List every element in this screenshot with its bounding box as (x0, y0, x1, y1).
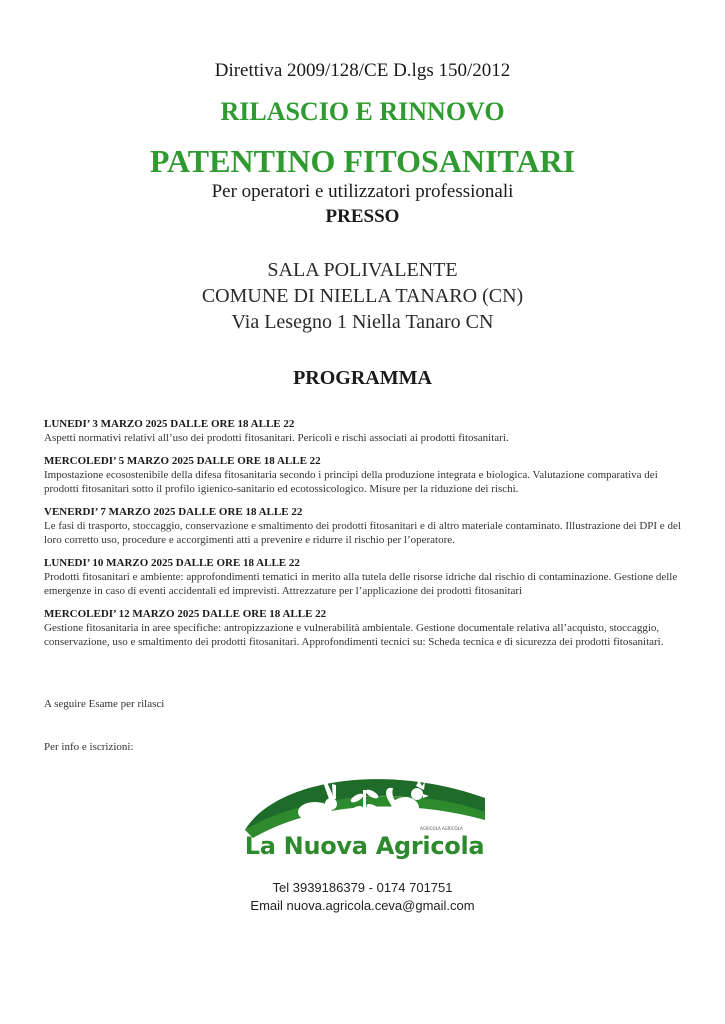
venue-line-3: Via Lesegno 1 Niella Tanaro CN (231, 311, 494, 333)
contact-phone: Tel 3939186379 - 0174 701751 (272, 880, 453, 895)
session-item (44, 455, 684, 496)
directive-reference: Direttiva 2009/128/CE D.lgs 150/2012 (214, 60, 511, 81)
logo-wordmark: La Nuova Agricola (244, 832, 485, 860)
session-title: MERCOLEDI’ 5 MARZO 2025 DALLE ORE 18 ALLE 22 (44, 455, 321, 467)
session-description: Gestione fitosanitaria in aree specifiche: antropizzazione e vulnerabilità ambientale. Gestione documentale relativa all’acquisto, stoccaggio, conservazione, uso e smaltimento dei prodotti fitosanitari. Approfondimenti tecnici su: Scheda tecnica e di sicurezza dei prodotti fitosanitari. (44, 622, 664, 648)
venue-line-2: COMUNE DI NIELLA TANARO (CN) (201, 285, 524, 307)
session-title: LUNEDI’ 10 MARZO 2025 DALLE ORE 18 ALLE 22 (44, 557, 300, 569)
venue-line-1: SALA POLIVALENTE (267, 259, 458, 281)
logo-small-text: AGRICOLA AGRICOLA (420, 826, 463, 831)
session-description: Aspetti normativi relativi all’uso dei prodotti fitosanitari. Pericoli e rischi associati ai prodotti fitosanitari. (44, 432, 509, 444)
title-line-1: RILASCIO E RINNOVO (220, 97, 505, 126)
presso-label: PRESSO (325, 206, 400, 227)
session-title: MERCOLEDI’ 12 MARZO 2025 DALLE ORE 18 ALLE 22 (44, 608, 327, 620)
session-title: VENERDI’ 7 MARZO 2025 DALLE ORE 18 ALLE 22 (44, 506, 303, 518)
session-description: Impostazione ecosostenibile della difesa fitosanitaria secondo i principi della produzione integrata e biologica. Valutazione comparativa dei prodotti fitosanitari sotto il profilo igienico-sanitario ed ecotossicologico. Misure per la riduzione dei rischi. (44, 469, 658, 495)
exam-note: A seguire Esame per rilasci (44, 698, 165, 710)
program-sessions (44, 418, 684, 659)
venue-block (0, 257, 725, 335)
contact-email: Email nuova.agricola.ceva@gmail.com (250, 898, 475, 913)
session-item (44, 506, 684, 547)
title-line-2: PATENTINO FITOSANITARI (149, 143, 576, 179)
session-item (44, 608, 684, 649)
program-heading: PROGRAMMA (293, 367, 432, 389)
info-note: Per info e iscrizioni: (44, 741, 134, 753)
session-description: Prodotti fitosanitari e ambiente: approfondimenti tematici in merito alla tutela delle risorse idriche dal rischio di contaminazione. Gestione delle emergenze in caso di eventi accidentali ed imprevisti. Attrezzature per l’applicazione dei prodotti fitosanitari (44, 571, 678, 597)
subtitle: Per operatori e utilizzatori professionali (211, 181, 514, 202)
session-item (44, 418, 684, 445)
session-description: Le fasi di trasporto, stoccaggio, conservazione e smaltimento dei prodotti fitosanitari e di altro materiale contaminato. Illustrazione dei DPI e del loro corretto uso, procedure e accorgimenti atti a prevenire e ridurre il rischio per l’operatore. (44, 520, 681, 546)
session-item (44, 557, 684, 598)
session-title: LUNEDI’ 3 MARZO 2025 DALLE ORE 18 ALLE 22 (44, 418, 295, 430)
